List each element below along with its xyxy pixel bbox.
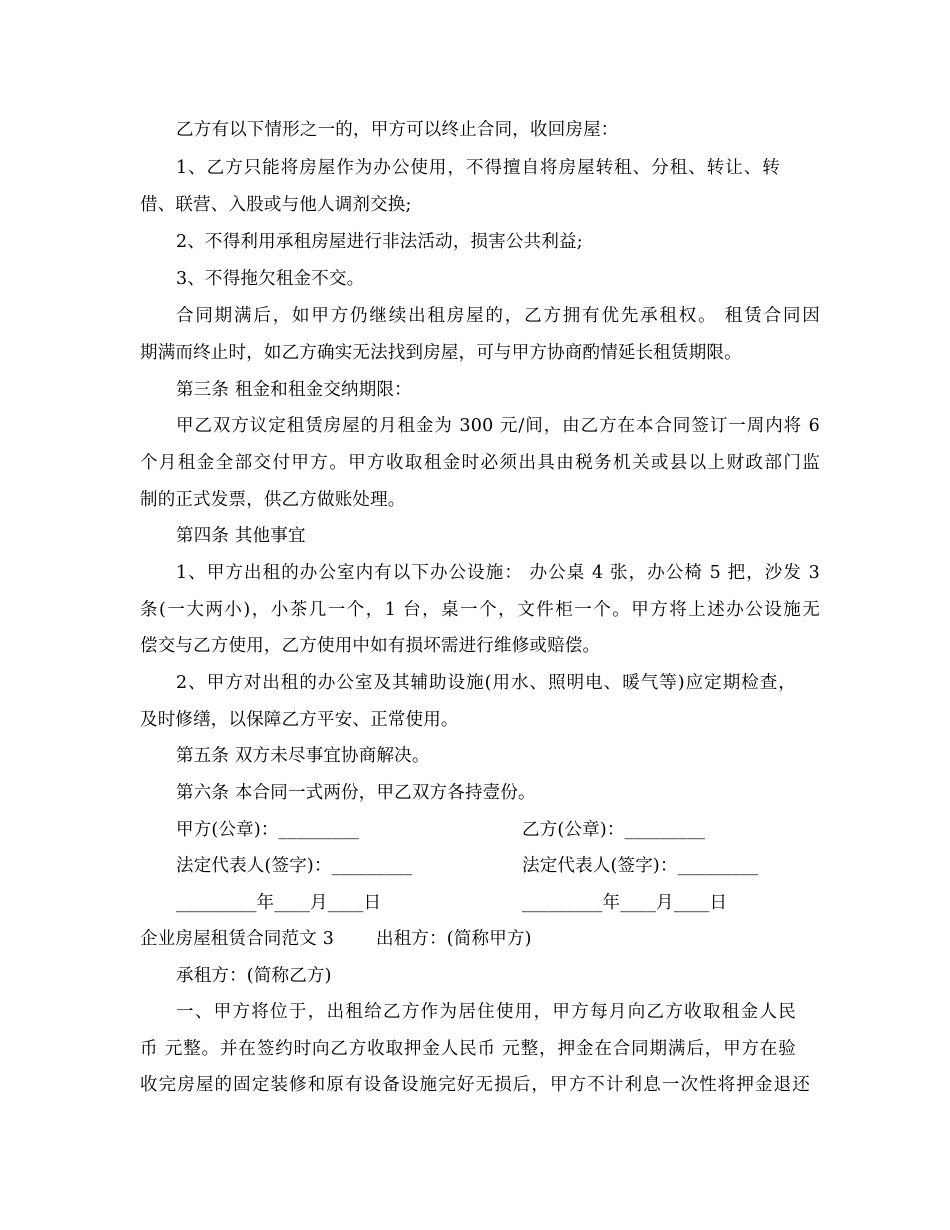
paragraph-line: 收完房屋的固定装修和原有设备设施完好无损后，甲方不计利息一次性将押金退还 — [140, 1075, 810, 1095]
section-heading: 第三条 租金和租金交纳期限： — [176, 380, 412, 400]
section-heading: 第六条 本合同一式两份，甲乙双方各持壹份。 — [176, 783, 536, 803]
paragraph-line: 条(一大两小)，小茶几一个，1 台，桌一个，文件柜一个。甲方将上述办公设施无 — [140, 600, 820, 620]
party-a-representative: 法定代表人(签字)：_________ — [176, 856, 413, 876]
lessee-label: 承租方：(简称乙方) — [176, 966, 332, 986]
paragraph-line: 合同期满后，如甲方仍继续出租房屋的，乙方拥有优先承租权。 租赁合同因 — [176, 306, 820, 326]
paragraph-line: 及时修缮，以保障乙方平安、正常使用。 — [140, 710, 459, 730]
paragraph-line: 偿交与乙方使用，乙方使用中如有损坏需进行维修或赔偿。 — [140, 636, 601, 656]
paragraph-line: 1、乙方只能将房屋作为办公使用，不得擅自将房屋转租、分租、转让、转 — [176, 158, 780, 178]
paragraph-line: 乙方有以下情形之一的，甲方可以终止合同，收回房屋： — [176, 120, 619, 140]
paragraph-line: 2、不得利用承租房屋进行非法活动，损害公共利益; — [176, 232, 583, 252]
paragraph-line: 甲乙双方议定租赁房屋的月租金为 300 元/间，由乙方在本合同签订一周内将 6 — [176, 416, 820, 436]
paragraph-line: 借、联营、入股或与他人调剂交换; — [140, 195, 412, 215]
party-b-seal: 乙方(公章)：_________ — [522, 820, 706, 840]
section-heading: 第四条 其他事宜 — [176, 526, 306, 546]
paragraph-line: 期满而终止时，如乙方确实无法找到房屋，可与甲方协商酌情延长租赁期限。 — [140, 343, 742, 363]
party-a-date: _________年____月____日 — [176, 893, 382, 913]
party-b-date: _________年____月____日 — [522, 893, 728, 913]
party-a-seal: 甲方(公章)：_________ — [176, 820, 360, 840]
section-title-line — [140, 927, 820, 951]
section-heading: 第五条 双方未尽事宜协商解决。 — [176, 746, 430, 766]
party-b-representative: 法定代表人(签字)：_________ — [522, 856, 759, 876]
paragraph-line: 制的正式发票，供乙方做账处理。 — [140, 490, 406, 510]
paragraph-line: 2、甲方对出租的办公室及其辅助设施(用水、照明电、暖气等)应定期检查， — [176, 673, 796, 693]
paragraph-line: 一、甲方将位于，出租给乙方作为居住使用，甲方每月向乙方收取租金人民 — [176, 1002, 796, 1022]
lessor-label: 出租方：(简称甲方) — [376, 929, 532, 949]
next-section-title: 企业房屋租赁合同范文 3 — [140, 929, 335, 949]
paragraph-line: 个月租金全部交付甲方。甲方收取租金时必须出具由税务机关或县以上财政部门监 — [140, 453, 820, 473]
paragraph-line: 1、甲方出租的办公室内有以下办公设施： 办公桌 4 张，办公椅 5 把，沙发 3 — [176, 563, 820, 583]
paragraph-line: 币 元整。并在签约时向乙方收取押金人民币 元整，押金在合同期满后，甲方在验 — [140, 1039, 796, 1059]
paragraph-line: 3、不得拖欠租金不交。 — [176, 269, 365, 289]
